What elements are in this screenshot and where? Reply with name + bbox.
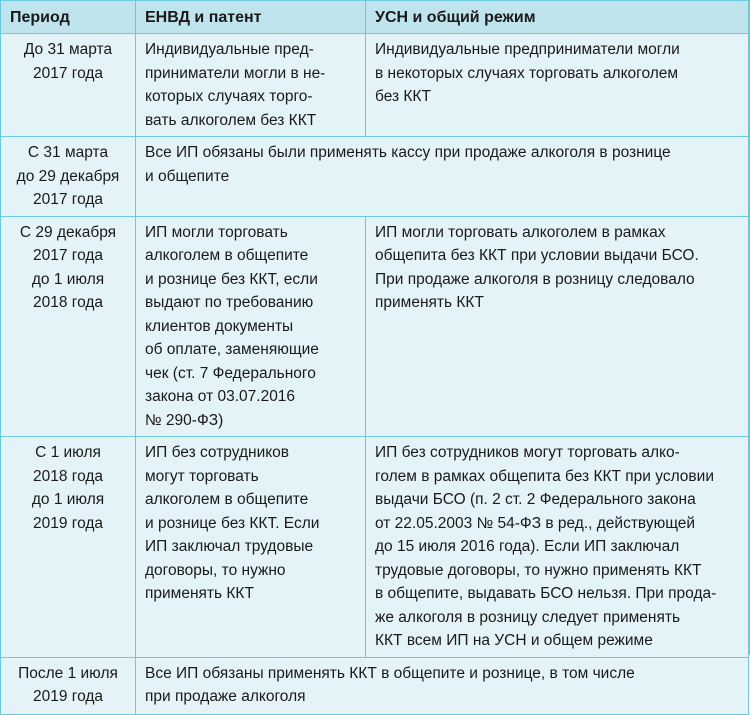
table-row	[1, 437, 749, 658]
usn-cell: Индивидуальные предприниматели могли в некоторых случаях торговать алкоголем без ККТ	[366, 34, 749, 137]
header-envd-patent: ЕНВД и патент	[136, 1, 366, 34]
header-usn-general: УСН и общий режим	[366, 1, 749, 34]
table-header	[1, 1, 749, 34]
envd-cell: ИП без сотрудников могут торговать алкоголем в общепите и рознице без ККТ. Если ИП заключал трудовые договоры, то нужно применять ККТ	[136, 437, 366, 658]
header-row	[1, 1, 749, 34]
usn-cell: ИП могли торговать алкоголем в рамках общепита без ККТ при условии выдачи БСО. При продаже алкоголя в розницу следовало применять ККТ	[366, 216, 749, 437]
table-row	[1, 657, 749, 714]
envd-cell: Индивидуальные пред- приниматели могли в не- которых случаях торго- вать алкоголем без ККТ	[136, 34, 366, 137]
period-cell: После 1 июля 2019 года	[1, 657, 136, 714]
merged-cell: Все ИП обязаны были применять кассу при продаже алкоголя в рознице и общепите	[136, 137, 749, 217]
table-row	[1, 216, 749, 437]
usn-cell: ИП без сотрудников могут торговать алко- голем в рамках общепита без ККТ при условии выдачи БСО (п. 2 ст. 2 Федерального закона от 22.05.2003 № 54-ФЗ в ред., действующей до 15 июля 2016 года). Если ИП заключал трудовые договоры, то нужно применять ККТ в общепите, выдавать БСО нельзя. При прода- же алкоголя в розницу следует применять ККТ всем ИП на УСН и общем режиме	[366, 437, 749, 658]
header-period: Период	[1, 1, 136, 34]
period-cell: С 1 июля 2018 года до 1 июля 2019 года	[1, 437, 136, 658]
merged-cell: Все ИП обязаны применять ККТ в общепите и рознице, в том числе при продаже алкоголя	[136, 657, 749, 714]
envd-cell: ИП могли торговать алкоголем в общепите и рознице без ККТ, если выдают по требованию клиентов документы об оплате, заменяющие чек (ст. 7 Федерального закона от 03.07.2016 № 290-ФЗ)	[136, 216, 366, 437]
table-row	[1, 137, 749, 217]
table-body	[1, 34, 749, 715]
period-cell: До 31 марта 2017 года	[1, 34, 136, 137]
period-cell: С 31 марта до 29 декабря 2017 года	[1, 137, 136, 217]
period-cell: С 29 декабря 2017 года до 1 июля 2018 года	[1, 216, 136, 437]
table-row	[1, 34, 749, 137]
